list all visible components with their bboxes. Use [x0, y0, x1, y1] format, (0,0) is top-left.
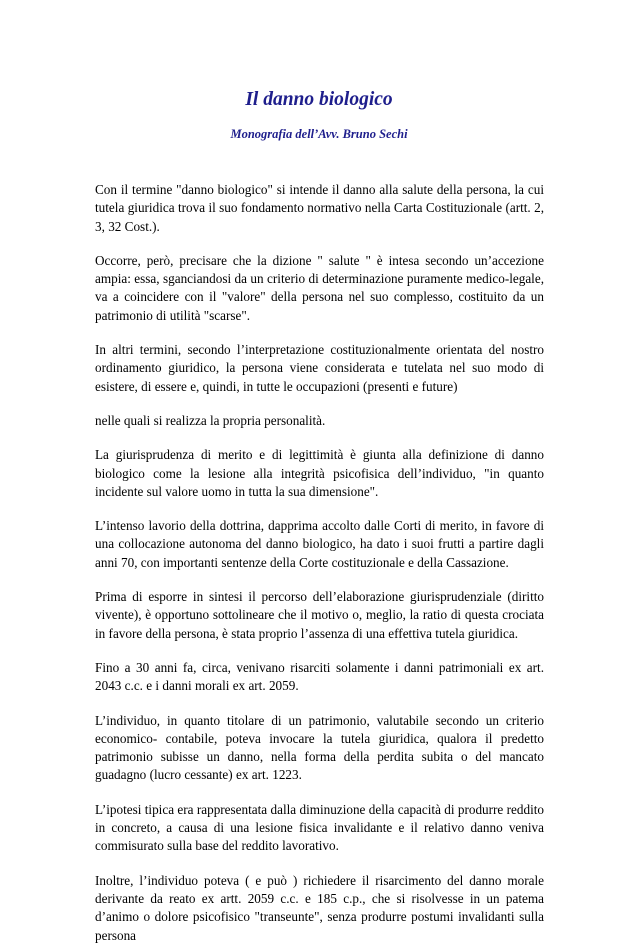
paragraph: La giurisprudenza di merito e di legittimità è giunta alla definizione di danno biologico come la lesione alla integrità psicofisica dell’individuo, "in quanto incidente sul valore uomo in tutta la sua dimensione".	[95, 447, 544, 499]
paragraph: nelle quali si realizza la propria personalità.	[95, 412, 326, 428]
paragraph: Occorre, però, precisare che la dizione " salute " è intesa secondo un’accezione ampia: essa, sganciandosi da un criterio di determinazione puramente medico-legale, va a coincidere con il "valore" della persona nel suo complesso, costituito da un patrimonio di utilità "scarse".	[95, 252, 544, 323]
paragraph: L’ipotesi tipica era rappresentata dalla diminuzione della capacità di produrre reddito in concreto, a causa di una lesione fisica invalidante e il relativo danno veniva commisurato sulla base del reddito lavorativo.	[95, 801, 544, 854]
paragraph: Fino a 30 anni fa, circa, venivano risarciti solamente i danni patrimoniali ex art. 2043 c.c. e i danni morali ex art. 2059.	[95, 659, 544, 694]
document-body	[95, 181, 544, 945]
document-subtitle: Monografia dell’Avv. Bruno Sechi	[230, 127, 408, 141]
paragraph: Con il termine "danno biologico" si intende il danno alla salute della persona, la cui tutela giuridica trova il suo fondamento normativo nella Carta Costituzionale (artt. 2, 3, 32 Cost.).	[95, 182, 544, 234]
document-title: Il danno biologico	[245, 89, 393, 110]
paragraph: L’individuo, in quanto titolare di un patrimonio, valutabile secondo un criterio economico- contabile, poteva invocare la tutela giuridica, qualora il predetto patrimonio subisse un danno, nella forma della perdita subita o del mancato guadagno (lucro cessante) ex art. 1223.	[95, 712, 544, 783]
paragraph: In altri termini, secondo l’interpretazione costituzionalmente orientata del nostro ordinamento giuridico, la persona viene considerata e tutelata nel suo modo di esistere, di essere e, quindi, in tutte le occupazioni (presenti e future)	[95, 342, 544, 394]
paragraph: L’intenso lavorio della dottrina, dapprima accolto dalle Corti di merito, in favore di una collocazione autonoma del danno biologico, ha dato i suoi frutti a partire dagli anni 70, con importanti sentenze della Corte costituzionale e della Cassazione.	[95, 518, 544, 570]
paragraph: Prima di esporre in sintesi il percorso dell’elaborazione giurisprudenziale (diritto vivente), è opportuno sottolineare che il motivo o, meglio, la ratio di questa crociata in favore della persona, è stata proprio l’assenza di una effettiva tutela giuridica.	[95, 589, 544, 641]
paragraph: Inoltre, l’individuo poteva ( e può ) richiedere il risarcimento del danno morale derivante da reato ex artt. 2059 c.c. e 185 c.p., che si risolvesse in un patema d’animo o dolore psicofisico "transeunte", senza produrre postumi invalidanti sulla persona	[95, 872, 544, 943]
